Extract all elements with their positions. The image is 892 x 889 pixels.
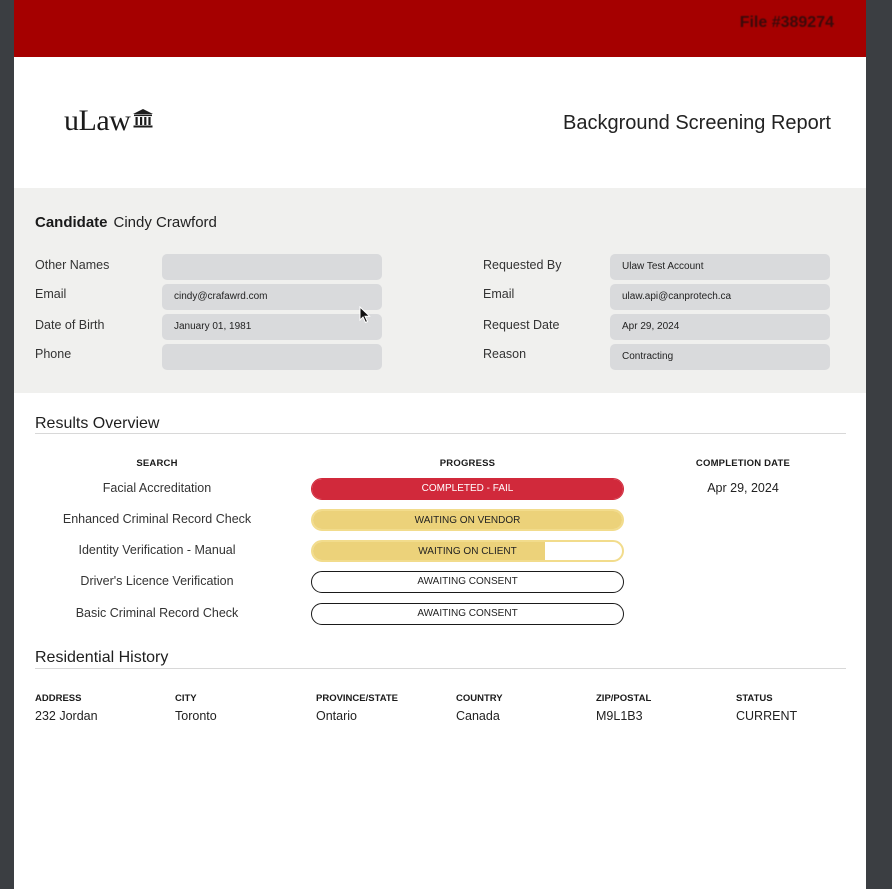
candidate-email-field: cindy@crafawrd.com: [162, 284, 382, 310]
progress-bar: [311, 603, 624, 625]
progress-status-label: WAITING ON CLIENT: [418, 546, 517, 557]
province-cell: Ontario: [316, 709, 357, 723]
report-page: [14, 0, 866, 889]
search-name: Identity Verification - Manual: [78, 543, 236, 557]
zip-cell: M9L1B3: [596, 709, 643, 723]
candidate-label: Candidate: [35, 214, 108, 231]
progress-status-label: COMPLETED - FAIL: [421, 483, 514, 494]
search-name: Basic Criminal Record Check: [75, 606, 239, 620]
requested-by-field: Ulaw Test Account: [610, 254, 830, 280]
country-column-header: COUNTRY: [456, 693, 503, 704]
requested-by-label: Requested By: [483, 258, 562, 272]
logo-text: uLaw: [64, 104, 131, 137]
residential-history-title: Residential History: [35, 649, 169, 666]
report-title: Background Screening Report: [563, 112, 831, 134]
address-cell: 232 Jordan: [35, 709, 98, 723]
progress-bar: [311, 571, 624, 593]
candidate-name: Cindy Crawford: [113, 214, 217, 231]
results-overview-divider: [35, 433, 846, 434]
progress-bar: [311, 478, 624, 500]
completion-column-header: COMPLETION DATE: [695, 458, 791, 469]
reason-field: Contracting: [610, 344, 830, 370]
status-column-header: STATUS: [736, 693, 773, 704]
other-names-label: Other Names: [35, 258, 110, 272]
dob-field: January 01, 1981: [162, 314, 382, 340]
city-column-header: CITY: [175, 693, 197, 704]
residential-history-divider: [35, 668, 846, 669]
search-name: Driver's Licence Verification: [80, 574, 234, 588]
request-date-field: Apr 29, 2024: [610, 314, 830, 340]
top-banner: [14, 0, 866, 57]
file-number: File #389274: [739, 14, 834, 31]
ulaw-logo: [64, 104, 154, 138]
search-name: Facial Accreditation: [102, 481, 212, 495]
search-column-header: SEARCH: [136, 458, 178, 469]
phone-label: Phone: [35, 347, 72, 361]
progress-status-label: WAITING ON VENDOR: [414, 515, 521, 526]
requester-email-label: Email: [483, 287, 515, 301]
reason-label: Reason: [483, 347, 527, 361]
request-date-label: Request Date: [483, 318, 560, 332]
progress-bar: [311, 509, 624, 531]
country-cell: Canada: [456, 709, 500, 723]
progress-status-label: AWAITING CONSENT: [417, 608, 518, 619]
progress-bar: [311, 540, 624, 562]
progress-status-label: AWAITING CONSENT: [417, 576, 518, 587]
dob-label: Date of Birth: [35, 318, 105, 332]
columns-building-icon: [132, 109, 154, 129]
city-cell: Toronto: [175, 709, 217, 723]
search-name: Enhanced Criminal Record Check: [62, 512, 252, 526]
report-header: [14, 57, 866, 188]
progress-column-header: PROGRESS: [439, 458, 496, 469]
zip-column-header: ZIP/POSTAL: [596, 693, 652, 704]
mouse-cursor-icon: [359, 306, 371, 324]
results-overview-title: Results Overview: [35, 415, 160, 432]
candidate-details: [14, 188, 866, 393]
phone-field: [162, 344, 382, 370]
address-column-header: ADDRESS: [35, 693, 82, 704]
requester-email-field: ulaw.api@canprotech.ca: [610, 284, 830, 310]
status-cell: CURRENT: [736, 709, 798, 723]
candidate-email-label: Email: [35, 287, 67, 301]
candidate-name-line: [35, 214, 217, 231]
province-column-header: PROVINCE/STATE: [316, 693, 398, 704]
other-names-field: [162, 254, 382, 280]
completion-date: Apr 29, 2024: [707, 481, 779, 495]
